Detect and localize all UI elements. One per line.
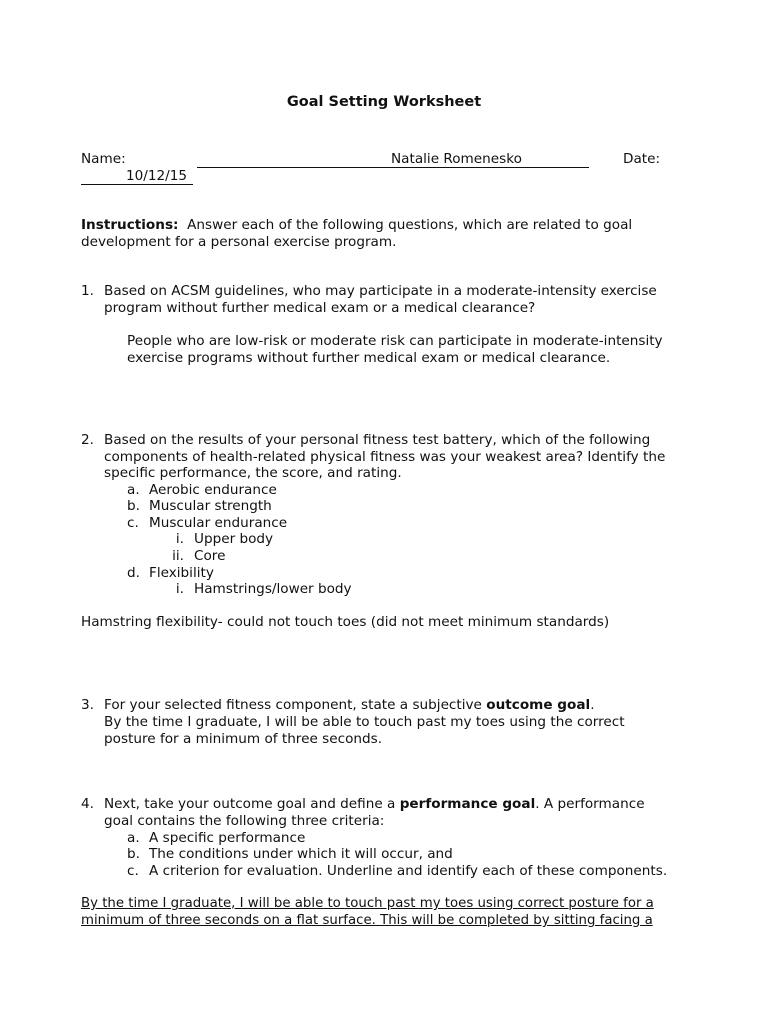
- q2-answer: Hamstring flexibility- could not touch toes (did not meet minimum standards): [81, 614, 610, 630]
- q2-text-2: components of health-related physical fitness was your weakest area? Identify the: [104, 449, 666, 465]
- q2-option-c-ii: Core: [194, 548, 226, 564]
- q2-option-c-marker: c.: [127, 515, 139, 531]
- q2-number: 2.: [81, 432, 94, 448]
- name-label: Name:: [81, 151, 126, 167]
- q4-text-post: . A performance: [535, 796, 645, 812]
- q3-text-post: .: [590, 697, 595, 713]
- q2-option-b-marker: b.: [127, 498, 140, 514]
- q4-option-a: A specific performance: [149, 830, 306, 846]
- date-label: Date:: [623, 151, 661, 167]
- q1-answer-2: exercise programs without further medical exam or medical clearance.: [127, 350, 611, 366]
- q1-number: 1.: [81, 283, 94, 299]
- q4-answer-1: By the time I graduate, I will be able to touch past my toes using correct posture for a: [81, 896, 654, 911]
- q4-option-c: A criterion for evaluation. Underline and identify each of these components.: [149, 863, 668, 879]
- instructions-text-2: development for a personal exercise program.: [81, 234, 397, 250]
- date-value: 10/12/15: [126, 168, 188, 184]
- name-value: Natalie Romenesko: [391, 151, 522, 167]
- page-title: Goal Setting Worksheet: [286, 94, 482, 110]
- q4-option-c-marker: c.: [127, 863, 139, 879]
- name-field: [197, 151, 589, 168]
- q2-option-c-i: Upper body: [194, 531, 274, 547]
- q4-option-a-marker: a.: [127, 830, 140, 846]
- q2-option-c-i-marker: i.: [175, 531, 184, 547]
- date-field: [81, 168, 193, 185]
- q3-text-pre: For your selected fitness component, state a subjective: [104, 697, 487, 713]
- q4-answer-2: minimum of three seconds on a flat surface. This will be completed by sitting facing a: [81, 913, 653, 928]
- q2-option-d-i-marker: i.: [175, 581, 184, 597]
- q2-option-a-marker: a.: [127, 482, 140, 498]
- q2-option-c-ii-marker: ii.: [172, 548, 184, 564]
- q2-option-b: Muscular strength: [149, 498, 272, 514]
- q4-number: 4.: [81, 796, 94, 812]
- q1-answer-1: People who are low-risk or moderate risk can participate in moderate-intensity: [127, 333, 663, 349]
- q2-option-d-marker: d.: [127, 565, 140, 581]
- q2-option-c: Muscular endurance: [149, 515, 288, 531]
- q2-option-d-i: Hamstrings/lower body: [194, 581, 352, 597]
- q2-option-d: Flexibility: [149, 565, 214, 581]
- instructions-text-1: Answer each of the following questions, which are related to goal: [187, 217, 633, 233]
- q4-performance-goal-term: performance goal: [399, 796, 536, 812]
- q4-option-b: The conditions under which it will occur, and: [149, 846, 453, 862]
- q1-text-2: program without further medical exam or a medical clearance?: [104, 300, 536, 316]
- instructions-line-1: [81, 217, 632, 234]
- q4-text-1: [104, 796, 645, 813]
- q4-option-b-marker: b.: [127, 846, 140, 862]
- instructions-label: Instructions:: [81, 217, 179, 233]
- q3-answer-1: By the time I graduate, I will be able to touch past my toes using the correct: [104, 714, 625, 730]
- q2-option-a: Aerobic endurance: [149, 482, 277, 498]
- q3-outcome-goal-term: outcome goal: [486, 697, 591, 713]
- q1-text-1: Based on ACSM guidelines, who may participate in a moderate-intensity exercise: [104, 283, 657, 299]
- q4-text-pre: Next, take your outcome goal and define a: [104, 796, 400, 812]
- q3-answer-2: posture for a minimum of three seconds.: [104, 731, 383, 747]
- q2-text-3: specific performance, the score, and rating.: [104, 465, 402, 481]
- q3-number: 3.: [81, 697, 94, 713]
- q3-text-1: [104, 697, 595, 714]
- q4-text-2: goal contains the following three criteria:: [104, 813, 385, 829]
- q2-text-1: Based on the results of your personal fitness test battery, which of the following: [104, 432, 651, 448]
